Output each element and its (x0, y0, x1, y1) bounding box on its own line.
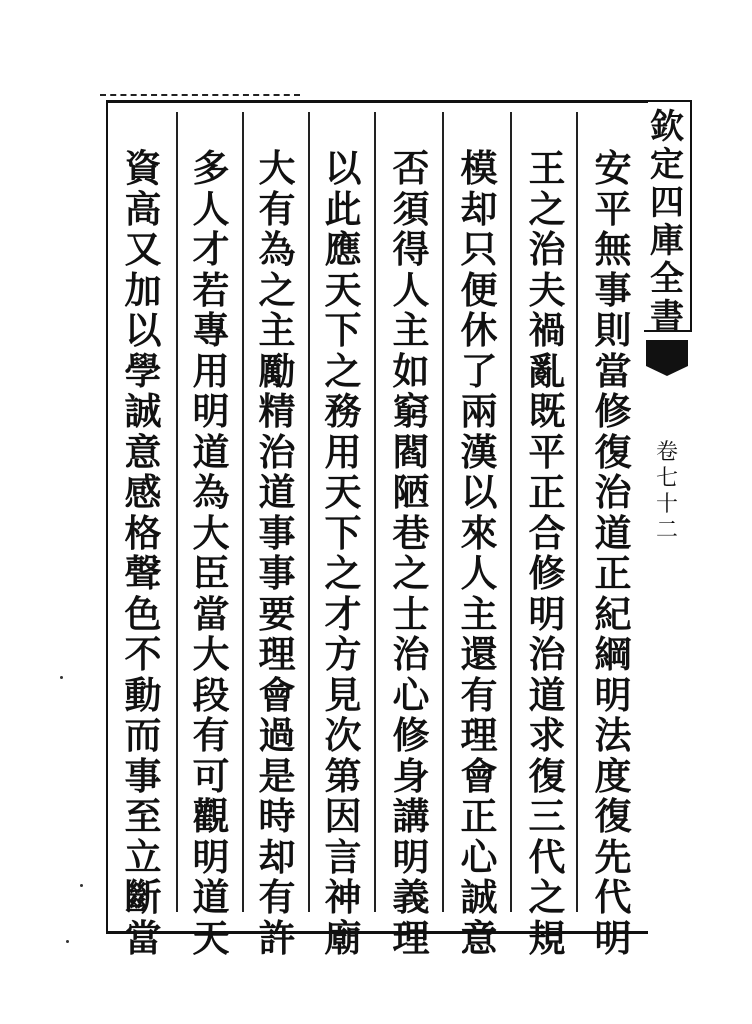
fish-tail-mark (646, 340, 688, 366)
character: 修 (392, 713, 430, 757)
character: 應 (324, 227, 362, 271)
character: 道 (528, 672, 566, 717)
character: 人 (392, 267, 430, 312)
character: 以 (124, 308, 162, 352)
character: 庫 (650, 221, 684, 261)
character: 正 (528, 470, 566, 514)
character: 合 (528, 510, 566, 555)
text-column (254, 148, 300, 958)
text-column (188, 148, 234, 958)
character: 誠 (460, 875, 498, 919)
character: 明 (528, 591, 566, 636)
character: 許 (258, 915, 296, 960)
character: 法 (594, 713, 632, 757)
character: 治 (594, 470, 632, 514)
character: 全 (650, 259, 684, 299)
character: 格 (124, 510, 162, 555)
character: 定 (650, 145, 684, 185)
character: 專 (192, 308, 230, 352)
column-rule (576, 112, 578, 912)
character: 有 (460, 672, 498, 717)
character: 色 (124, 591, 162, 636)
character: 事 (594, 267, 632, 312)
character: 便 (460, 267, 498, 312)
character: 才 (192, 227, 230, 271)
character: 身 (392, 753, 430, 798)
character: 正 (594, 551, 632, 595)
character: 之 (324, 551, 362, 595)
character: 天 (324, 470, 362, 514)
character: 而 (124, 713, 162, 757)
character: 感 (124, 470, 162, 514)
frame-top-dots (100, 94, 300, 98)
character: 還 (460, 632, 498, 676)
character: 道 (258, 470, 296, 514)
character: 意 (124, 429, 162, 474)
character: 立 (124, 834, 162, 879)
text-column (120, 148, 166, 958)
character: 士 (392, 591, 430, 636)
character: 以 (460, 470, 498, 514)
character: 誠 (124, 389, 162, 433)
character: 求 (528, 713, 566, 757)
character: 理 (258, 632, 296, 676)
character: 天 (324, 267, 362, 312)
character: 無 (594, 227, 632, 271)
text-column (388, 148, 434, 958)
character: 時 (258, 794, 296, 838)
character: 廟 (324, 915, 362, 960)
character: 有 (192, 713, 230, 757)
character: 之 (528, 186, 566, 231)
character: 多 (192, 146, 230, 190)
column-rule (374, 112, 376, 912)
character: 段 (192, 672, 230, 717)
character: 事 (124, 753, 162, 798)
character: 治 (528, 227, 566, 271)
character: 資 (124, 146, 162, 190)
character: 得 (392, 227, 430, 271)
character: 為 (192, 470, 230, 514)
character: 務 (324, 389, 362, 433)
character: 明 (192, 834, 230, 879)
character: 過 (258, 713, 296, 757)
character: 書 (650, 297, 684, 337)
character: 二 (655, 518, 678, 543)
character: 講 (392, 794, 430, 838)
character: 理 (460, 713, 498, 757)
character: 為 (258, 227, 296, 271)
character: 次 (324, 713, 362, 757)
character: 陋 (392, 470, 430, 514)
character: 休 (460, 308, 498, 352)
character: 代 (594, 875, 632, 919)
character: 下 (324, 510, 362, 555)
character: 當 (124, 915, 162, 960)
character: 意 (460, 915, 498, 960)
character: 會 (460, 753, 498, 798)
character: 先 (594, 834, 632, 879)
character: 禍 (528, 308, 566, 352)
character: 四 (650, 183, 684, 223)
juan-label (650, 440, 684, 544)
character: 七 (655, 466, 678, 491)
character: 當 (192, 591, 230, 636)
character: 是 (258, 753, 296, 798)
character: 道 (192, 875, 230, 919)
character: 巷 (392, 510, 430, 555)
character: 斷 (124, 875, 162, 919)
character: 又 (124, 227, 162, 271)
character: 大 (258, 146, 296, 190)
scan-speck (60, 676, 63, 679)
character: 心 (392, 672, 430, 717)
character: 當 (594, 348, 632, 393)
character: 復 (528, 753, 566, 798)
scan-speck (66, 940, 69, 943)
character: 模 (460, 146, 498, 190)
character: 會 (258, 672, 296, 717)
character: 須 (392, 186, 430, 231)
character: 了 (460, 348, 498, 393)
character: 加 (124, 267, 162, 312)
character: 明 (594, 915, 632, 960)
character: 方 (324, 632, 362, 676)
character: 至 (124, 794, 162, 838)
character: 夫 (528, 267, 566, 312)
character: 神 (324, 875, 362, 919)
character: 卷 (655, 440, 678, 465)
character: 窮 (392, 389, 430, 433)
character: 修 (528, 551, 566, 595)
column-rule (442, 112, 444, 912)
character: 要 (258, 591, 296, 636)
character: 動 (124, 672, 162, 717)
text-column (590, 148, 636, 958)
character: 主 (258, 308, 296, 352)
character: 人 (192, 186, 230, 231)
character: 之 (392, 551, 430, 595)
character: 用 (324, 429, 362, 474)
character: 王 (528, 146, 566, 190)
character: 只 (460, 227, 498, 271)
character: 兩 (460, 389, 498, 433)
character: 觀 (192, 794, 230, 838)
character: 有 (258, 875, 296, 919)
character: 却 (460, 186, 498, 231)
character: 道 (192, 429, 230, 474)
character: 義 (392, 875, 430, 919)
column-rule (242, 112, 244, 912)
character: 明 (192, 389, 230, 433)
character: 來 (460, 510, 498, 555)
character: 主 (392, 308, 430, 352)
character: 十 (655, 492, 678, 517)
character: 事 (258, 510, 296, 555)
character: 見 (324, 672, 362, 717)
character: 之 (258, 267, 296, 312)
character: 臣 (192, 551, 230, 595)
character: 復 (594, 429, 632, 474)
character: 天 (192, 915, 230, 960)
character: 閻 (392, 429, 430, 474)
character: 聲 (124, 551, 162, 595)
character: 大 (192, 510, 230, 555)
character: 主 (460, 591, 498, 636)
character: 欽 (650, 107, 684, 147)
character: 用 (192, 348, 230, 393)
character: 可 (192, 753, 230, 798)
character: 事 (258, 551, 296, 595)
character: 言 (324, 834, 362, 879)
character: 治 (528, 632, 566, 676)
character: 精 (258, 389, 296, 433)
character: 此 (324, 186, 362, 231)
character: 度 (594, 753, 632, 798)
character: 理 (392, 915, 430, 960)
character: 第 (324, 753, 362, 798)
character: 綱 (594, 632, 632, 676)
column-rule (176, 112, 178, 912)
character: 則 (594, 308, 632, 352)
character: 明 (594, 672, 632, 717)
character: 平 (528, 429, 566, 474)
character: 既 (528, 389, 566, 433)
character: 之 (528, 875, 566, 919)
character: 紀 (594, 591, 632, 636)
character: 明 (392, 834, 430, 879)
character: 三 (528, 794, 566, 838)
character: 若 (192, 267, 230, 312)
character: 治 (258, 429, 296, 474)
character: 正 (460, 794, 498, 838)
character: 大 (192, 632, 230, 676)
text-column (320, 148, 366, 958)
character: 高 (124, 186, 162, 231)
character: 才 (324, 591, 362, 636)
character: 平 (594, 186, 632, 231)
character: 下 (324, 308, 362, 352)
character: 否 (392, 146, 430, 190)
text-column (524, 148, 570, 958)
character: 勵 (258, 348, 296, 393)
character: 治 (392, 632, 430, 676)
character: 不 (124, 632, 162, 676)
character: 亂 (528, 348, 566, 393)
character: 因 (324, 794, 362, 838)
character: 復 (594, 794, 632, 838)
column-rule (308, 112, 310, 912)
character: 以 (324, 146, 362, 190)
scan-speck (80, 884, 83, 887)
character: 代 (528, 834, 566, 879)
character: 修 (594, 389, 632, 433)
character: 漢 (460, 429, 498, 474)
character: 之 (324, 348, 362, 393)
character: 却 (258, 834, 296, 879)
character: 有 (258, 186, 296, 231)
character: 學 (124, 348, 162, 393)
character: 如 (392, 348, 430, 393)
text-column (456, 148, 502, 958)
character: 規 (528, 915, 566, 960)
column-rule (510, 112, 512, 912)
margin-title (644, 100, 692, 337)
character: 道 (594, 510, 632, 555)
character: 心 (460, 834, 498, 879)
character: 人 (460, 551, 498, 595)
character: 安 (594, 146, 632, 190)
